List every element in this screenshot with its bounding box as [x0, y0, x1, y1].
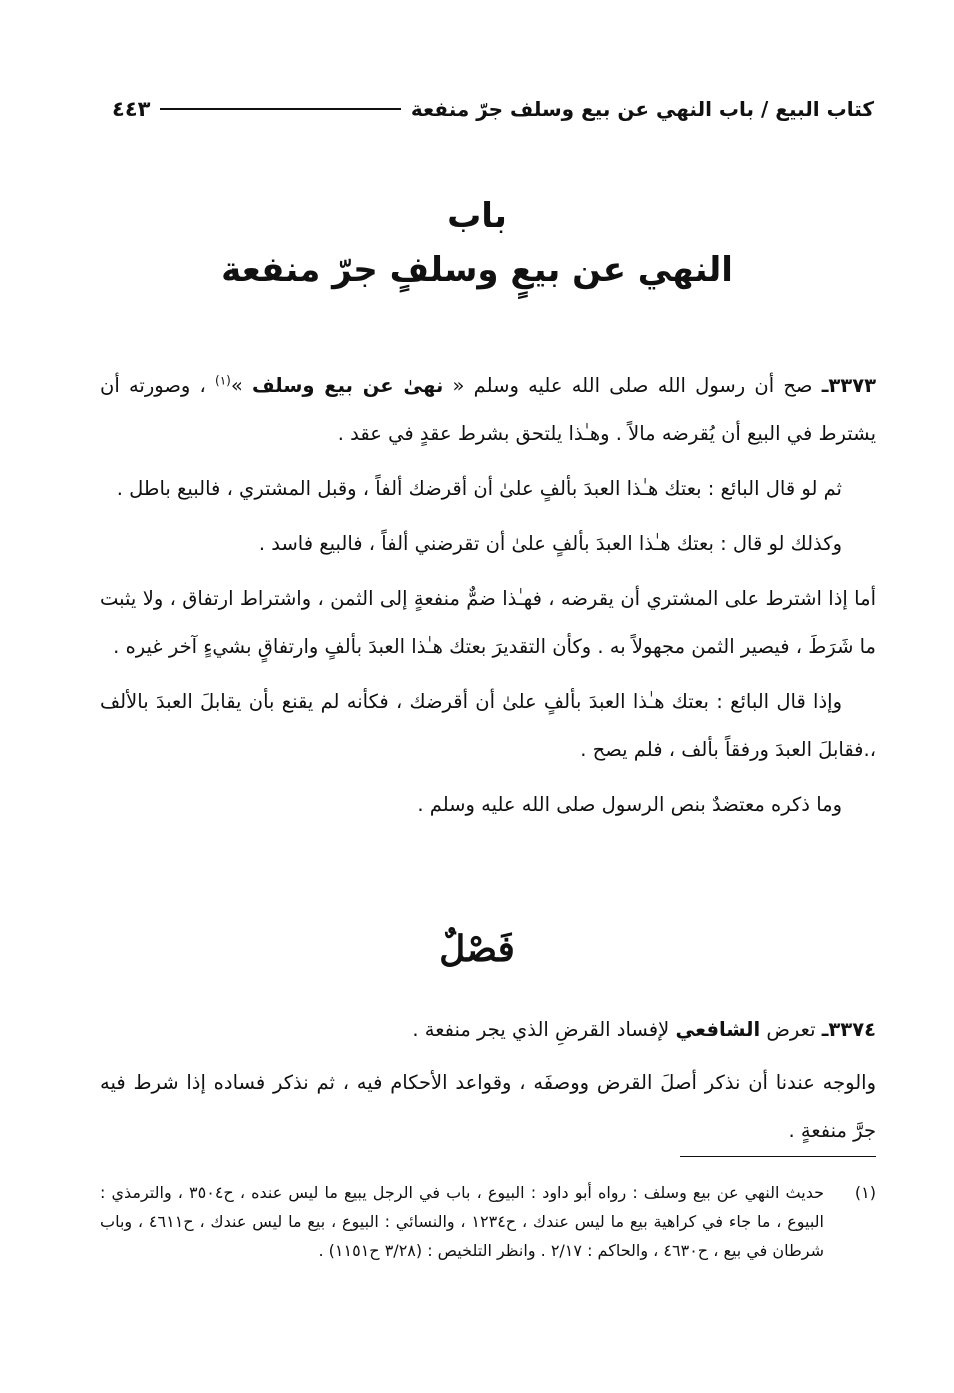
- paragraph-number: ٣٣٧٤ـ: [821, 1018, 876, 1041]
- hadith-quote: نهىٰ عن بيع وسلف: [252, 374, 444, 397]
- footnote-item: [100, 1178, 876, 1265]
- paragraph-3374: [100, 1006, 876, 1054]
- section-heading-text: فَصْلٌ: [439, 928, 515, 970]
- paragraph-3373: [100, 362, 876, 458]
- running-header: [112, 92, 874, 126]
- paragraph: ثم لو قال البائع : بعتك هـٰذا العبدَ بألفٍ علىٰ أن أقرضك ألفاً ، وقبل المشتري ، فالبيع باطل .: [116, 477, 842, 500]
- footnote-reference[interactable]: (١): [215, 373, 231, 388]
- paragraph-text: لإفساد القرضِ الذي يجر منفعة .: [412, 1018, 670, 1041]
- chapter-label: باب: [447, 196, 507, 236]
- main-text: [100, 362, 876, 836]
- chapter-title: النهي عن بيعٍ وسلفٍ جرّ منفعة: [221, 250, 733, 290]
- paragraph: وما ذكره معتضدٌ بنص الرسول صلى الله عليه وسلم .: [417, 793, 842, 816]
- paragraph-text: تعرض: [766, 1018, 816, 1041]
- footnote-marker: (١): [854, 1183, 876, 1202]
- footnote-divider: [680, 1156, 876, 1157]
- paragraph-number: ٣٣٧٣ـ: [821, 374, 876, 397]
- footnotes: [100, 1178, 876, 1265]
- paragraph: أما إذا اشترط على المشتري أن يقرضه ، فهـٰذا ضمٌّ منفعةٍ إلى الثمن ، واشتراط ارتفاق ، ولا يثبت ما شَرَطَ ، فيصير الثمن مجهولاً به . وكأن التقديرَ بعتك هـٰذا العبدَ بألفٍ وارتفاقٍ بشيءٍ آخر غيره .: [100, 587, 876, 658]
- paragraph: وكذلك لو قال : بعتك هـٰذا العبدَ بألفٍ علىٰ أن تقرضني ألفاً ، فالبيع فاسد .: [258, 532, 842, 555]
- page-number: ٤٤٣: [112, 97, 151, 121]
- paragraph-text: ، وصورته أن يشترط في البيع أن يُقرضه مالاً . وهـٰذا يلتحق بشرط عقدٍ في عقد .: [100, 374, 876, 445]
- quote-close: »: [230, 374, 243, 397]
- paragraph-text: صح أن رسول الله صلى الله عليه وسلم «: [452, 374, 813, 397]
- scholar-name: الشافعي: [675, 1018, 761, 1041]
- header-rule: [160, 108, 400, 110]
- paragraph: والوجه عندنا أن نذكر أصلَ القرض ووصفَه ، وقواعد الأحكام فيه ، ثم نذكر فساده إذا شرط فيه جرَّ منفعةٍ .: [100, 1071, 876, 1142]
- main-text-continued: [100, 1006, 876, 1160]
- footnote-text: حديث النهي عن بيع وسلف : رواه أبو داود : البيوع ، باب في الرجل يبيع ما ليس عنده ، ح٣٥٠٤ ، والترمذي : البيوع ، ما جاء في كراهية بيع ما ليس عندك ، ح١٢٣٤ ، والنسائي : البيوع ، بيع ما ليس عندك ، ح٤٦١١ ، وباب شرطان في بيع ، ح٤٦٣٠ ، والحاكم : ٢/١٧ . وانظر التلخيص : (٣/٢٨ ح١١٥١) .: [100, 1183, 825, 1260]
- section-heading: [0, 928, 954, 970]
- paragraph: وإذا قال البائع : بعتك هـٰذا العبدَ بألفٍ علىٰ أن أقرضك ، فكأنه لم يقنع بأن يقابلَ العبدَ بالألف ،.فقابلَ العبدَ ورفقاً بألف ، فلم يصح .: [100, 690, 876, 761]
- running-title: كتاب البيع / باب النهي عن بيع وسلف جرّ منفعة: [410, 97, 874, 121]
